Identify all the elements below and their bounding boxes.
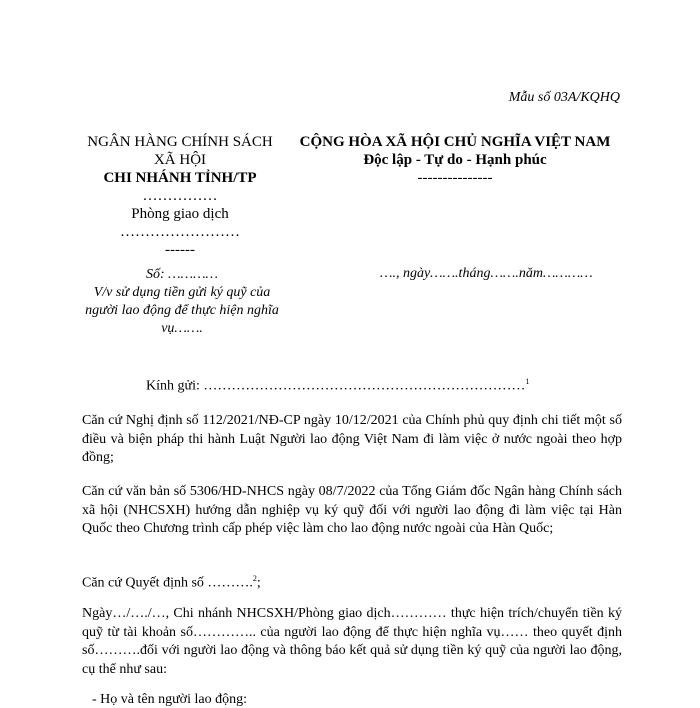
date-line: …., ngày…….tháng…….năm…………	[380, 266, 593, 281]
reference-block	[82, 266, 282, 338]
greeting	[146, 377, 529, 395]
issuer-office: Phòng giao dịch	[131, 206, 229, 222]
issuer-branch: CHI NHÁNH TỈNH/TP	[103, 170, 257, 186]
issuer-bank-name: NGÂN HÀNG CHÍNH SÁCH XÃ HỘI	[87, 134, 273, 168]
national-divider: ---------------	[417, 170, 493, 186]
form-number: Mẫu số 03A/KQHQ	[508, 90, 620, 105]
document-number: Số: …………	[146, 267, 218, 282]
paragraph-decision	[82, 570, 622, 593]
greeting-text: Kính gửi: ……………………………………………………………	[146, 378, 526, 394]
decision-tail: ;	[256, 575, 261, 591]
footnote-1: 1	[525, 377, 530, 386]
paragraph-legal-basis-2: Căn cứ văn bản số 5306/HD-NHCS ngày 08/7/2022 của Tổng Giám đốc Ngân hàng Chính sách xã hội (NHCSXH) hướng dẫn nghiệp vụ ký quỹ đối với người lao động đi làm việc tại Hàn Quốc theo Chương trình cấp phép việc làm cho lao động nước ngoài của Hàn Quốc;	[82, 484, 622, 536]
document-subject: V/v sử dụng tiền gửi ký quỹ của người lao động để thực hiện nghĩa vụ…….	[85, 285, 279, 336]
national-motto: Độc lập - Tự do - Hạnh phúc	[363, 152, 547, 168]
issuer-divider: ------	[165, 242, 195, 258]
issuer-header	[75, 133, 285, 259]
national-header	[290, 133, 620, 187]
paragraph-legal-basis-1: Căn cứ Nghị định số 112/2021/NĐ-CP ngày 10/12/2021 của Chính phủ quy định chi tiết một số điều và biện pháp thi hành Luật Người lao động Việt Nam đi làm việc ở nước ngoài theo hợp đồng;	[82, 413, 622, 465]
footnote-2: 2	[252, 574, 257, 583]
paragraph-action: Ngày…/…./…, Chi nhánh NHCSXH/Phòng giao dịch………… thực hiện trích/chuyển tiền ký quỹ từ tài khoản số………….. của người lao động để thực hiện nghĩa vụ…… theo quyết định số……….đối với người lao động và thông báo kết quả sử dụng tiền ký quỹ của người lao động, cụ thể như sau:	[82, 606, 622, 677]
issuer-office-blank: ……………………	[120, 224, 240, 240]
decision-text: Căn cứ Quyết định số ……….	[82, 575, 253, 591]
issuer-branch-blank: ……………	[142, 188, 218, 204]
national-title: CỘNG HÒA XÃ HỘI CHỦ NGHĨA VIỆT NAM	[299, 134, 611, 150]
partial-line: - Họ và tên người lao động:	[92, 692, 247, 707]
